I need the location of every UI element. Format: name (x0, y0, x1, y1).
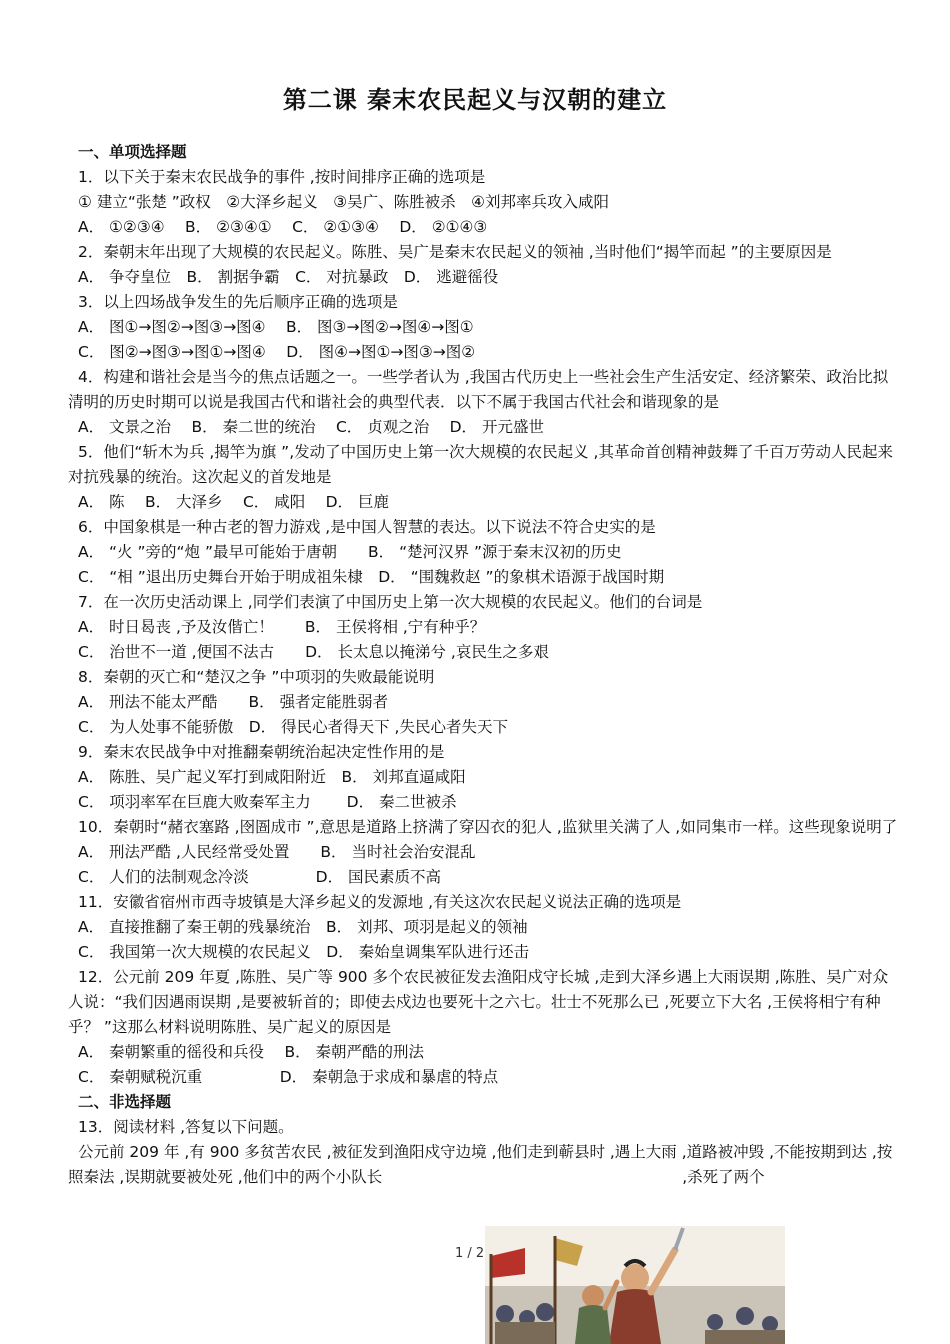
question-9-stem: 9．秦末农民战争中对推翻秦朝统治起决定性作用的是 (78, 743, 445, 761)
question-1-options: A． ①②③④ B． ②③④① C． ②①③④ D． ②①④③ (78, 218, 488, 236)
question-11-options-cd: C． 我国第一次大规模的农民起义 D． 秦始皇调集军队进行还击 (78, 943, 530, 961)
question-9-options-ab: A． 陈胜、吴广起义军打到咸阳附近 B． 刘邦直逼咸阳 (78, 768, 466, 786)
question-6-options-cd: C． “相 ”退出历史舞台开始于明成祖朱棣 D． “围魏救赵 ”的象棋术语源于战国时期 (78, 568, 665, 586)
question-6-stem: 6．中国象棋是一种古老的智力游戏 ,是中国人智慧的表达。以下说法不符合史实的是 (78, 518, 656, 536)
question-1-items: ① 建立“张楚 ”政权 ②大泽乡起义 ③吴广、陈胜被杀 ④刘邦率兵攻入咸阳 (78, 193, 609, 211)
question-8-stem: 8．秦朝的灭亡和“楚汉之争 ”中项羽的失败最能说明 (78, 668, 435, 686)
question-3-options-ab: A． 图①→图②→图③→图④ B． 图③→图②→图④→图① (78, 318, 474, 336)
question-4-options: A． 文景之治 B． 秦二世的统治 C． 贞观之治 D． 开元盛世 (78, 418, 544, 436)
question-3-stem: 3．以上四场战争发生的先后顺序正确的选项是 (78, 293, 398, 311)
question-12-options-ab: A． 秦朝繁重的徭役和兵役 B． 秦朝严酷的刑法 (78, 1043, 425, 1061)
question-11-stem: 11．安徽省宿州市西寺坡镇是大泽乡起义的发源地 ,有关这次农民起义说法正确的选项是 (78, 893, 682, 911)
question-13-stem: 13．阅读材料 ,答复以下问题。 (78, 1118, 294, 1136)
question-12-options-cd: C． 秦朝赋税沉重 D． 秦朝急于求成和暴虐的特点 (78, 1068, 499, 1086)
question-3-options-cd: C． 图②→图③→图①→图④ D． 图④→图①→图③→图② (78, 343, 476, 361)
question-6-options-ab: A． “火 ”旁的“炮 ”最早可能始于唐朝 B． “楚河汉界 ”源于秦末汉初的历史 (78, 543, 622, 561)
question-1-stem: 1．以下关于秦末农民战争的事件 ,按时间排序正确的选项是 (78, 168, 486, 186)
question-10-options-ab: A． 刑法严酷 ,人民经常受处置 B． 当时社会治安混乱 (78, 843, 476, 861)
section-heading-open: 二、非选择题 (78, 1093, 172, 1111)
question-8-options-cd: C． 为人处事不能骄傲 D． 得民心者得天下 ,失民心者失天下 (78, 718, 508, 736)
question-10-stem: 10．秦朝时“赭衣塞路 ,囹圄成市 ”,意思是道路上挤满了穿囚衣的犯人 ,监狱里关满了人 ,如同集市一样。这些现象说明了 (78, 818, 898, 836)
question-13-material (68, 1140, 898, 1190)
question-2-options: A． 争夺皇位 B． 割据争霸 C． 对抗暴政 D． 逃避徭役 (78, 268, 499, 286)
question-4-stem: 4．构建和谐社会是当今的焦点话题之一。一些学者认为 ,我国古代历史上一些社会生产生活安定、经济繁荣、政治比拟清明的历史时期可以说是我国古代和谐社会的典型代表．以下不属于我国古代社会和谐现象的是 (68, 368, 889, 411)
question-7-options-cd: C． 治世不一道 ,便国不法古 D． 长太息以掩涕兮 ,哀民生之多艰 (78, 643, 549, 661)
question-8-options-ab: A． 刑法不能太严酷 B． 强者定能胜弱者 (78, 693, 389, 711)
document-body (68, 140, 898, 1190)
peasant-uprising-illustration-icon (485, 1226, 785, 1344)
question-12-stem: 12．公元前 209 年夏 ,陈胜、吴广等 900 多个农民被征发去渔阳戍守长城 ,走到大泽乡遇上大雨误期 ,陈胜、吴广对众人说：“我们因遇雨误期 ,是要被斩首的；即使去戍边也要死十之六七。壮士不死那么已 ,死要立下大名 ,王侯将相宁有种乎？ ”这那么材料说明陈胜、吴广起义的原因是 (68, 968, 889, 1036)
question-7-stem: 7．在一次历史活动课上 ,同学们表演了中国历史上第一次大规模的农民起义。他们的台词是 (78, 593, 703, 611)
page-title: 第二课 秦末农民起义与汉朝的建立 (282, 86, 668, 114)
section-heading-choice: 一、单项选择题 (78, 143, 187, 161)
question-13-material-text: 公元前 209 年 ,有 900 多贫苦农民 ,被征发到渔阳戍守边境 ,他们走到蕲县时 ,遇上大雨 ,道路被冲毁 ,不能按期到达 ,按照秦法 ,误期就要被处死 ,他们中的两个小队长 (68, 1143, 893, 1186)
question-2-stem: 2．秦朝末年出现了大规模的农民起义。陈胜、吴广是秦末农民起义的领袖 ,当时他们“揭竿而起 ”的主要原因是 (78, 243, 832, 261)
question-10-options-cd: C． 人们的法制观念冷淡 D． 国民素质不高 (78, 868, 442, 886)
question-5-stem: 5．他们“斩木为兵 ,揭竿为旗 ”,发动了中国历史上第一次大规模的农民起义 ,其革命首创精神鼓舞了千百万劳动人民起来对抗残暴的统治。这次起义的首发地是 (68, 443, 893, 486)
question-11-options-ab: A． 直接推翻了秦王朝的残暴统治 B． 刘邦、项羽是起义的领袖 (78, 918, 528, 936)
question-13-material-tail: ,杀死了两个 (682, 1168, 765, 1186)
page-number: 1 / 2 (455, 1246, 485, 1261)
question-9-options-cd: C． 项羽率军在巨鹿大败秦军主力 D． 秦二世被杀 (78, 793, 457, 811)
question-5-options: A． 陈 B． 大泽乡 C． 咸阳 D． 巨鹿 (78, 493, 389, 511)
question-7-options-ab: A． 时日曷丧 ,予及汝偕亡！ B． 王侯将相 ,宁有种乎？ (78, 618, 486, 636)
